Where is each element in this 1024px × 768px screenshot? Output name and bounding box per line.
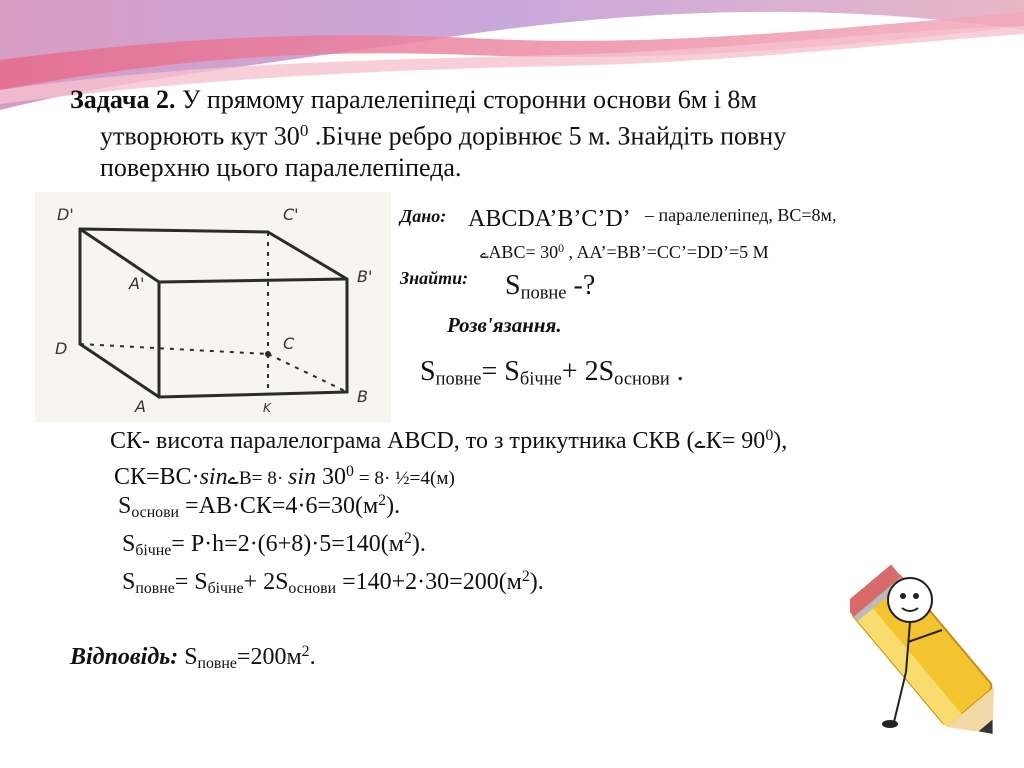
step-2: СК=ВС·sinےВ= $8\cdot \sin 30^0 = 8\cdot$ ½=4(м) <box>114 463 455 490</box>
solution-heading: Розв'язання. <box>447 313 562 337</box>
angle-icon: ے <box>227 467 239 489</box>
step-4: $S_{бічне}= P\cdot h=2\cdot(6+8)\cdot 5=140(м^2)$. <box>122 530 426 559</box>
label-c: C <box>283 334 295 353</box>
task-statement <box>70 84 950 183</box>
task-degree: 0 <box>299 121 309 140</box>
step-3: $S_{основи} =АВ\cdot СК=4\cdot 6=30(м^2)$. <box>118 492 401 521</box>
given-label: Дано: <box>400 206 447 226</box>
task-text-1: У прямому паралелепіпеді сторонни основи 6м і 8м <box>175 85 757 114</box>
label-c-prime: C' <box>283 205 299 224</box>
main-formula: $S_{повне}= S_{бічне}+ 2S_{основи}$ . <box>420 356 684 389</box>
label-a: A <box>135 397 146 416</box>
task-text-2b: .Бічне ребро дорівнює 5 м. Знайдіть повну <box>308 121 787 151</box>
label-a-prime: A' <box>129 274 145 293</box>
task-text-3: поверхню цього паралелепіпеда. <box>100 152 462 182</box>
given-object: ABCDA’B’C’D’ <box>468 206 631 232</box>
answer: Відповідь: $S_{повне}=200м^2$. <box>70 643 316 672</box>
step-5: $S_{повне}= S_{бічне}+ 2S_{основи} =140+2\cdot 30=200(м^2)$. <box>122 568 544 597</box>
angle-icon: ے <box>480 245 489 262</box>
label-b: B <box>357 387 368 406</box>
label-d-prime: D' <box>57 205 74 224</box>
given-description: – паралелепіпед, ВС=8м, <box>645 205 837 225</box>
pencil-character-illustration <box>850 552 1000 742</box>
label-k: K <box>263 401 271 415</box>
label-b-prime: B' <box>357 267 373 286</box>
find-label: Знайти: <box>400 268 469 288</box>
answer-label: Відповідь: <box>70 643 179 670</box>
task-text-2a: утворюють кут 30 <box>100 121 300 151</box>
task-label: Задача 2. <box>70 85 176 114</box>
parallelepiped-figure <box>35 192 391 422</box>
find-value: $S_{повне}$ -? <box>505 270 596 303</box>
step-1: СК- висота паралелограма АВСD, то з трикутника СКВ (ےК= $90^0$), <box>110 427 788 454</box>
given-line-2: ےABC= $30^0$ , AA’=BB’=CC’=DD’=5 М <box>480 241 769 262</box>
angle-icon: ے <box>694 431 706 453</box>
label-d: D <box>55 339 68 358</box>
